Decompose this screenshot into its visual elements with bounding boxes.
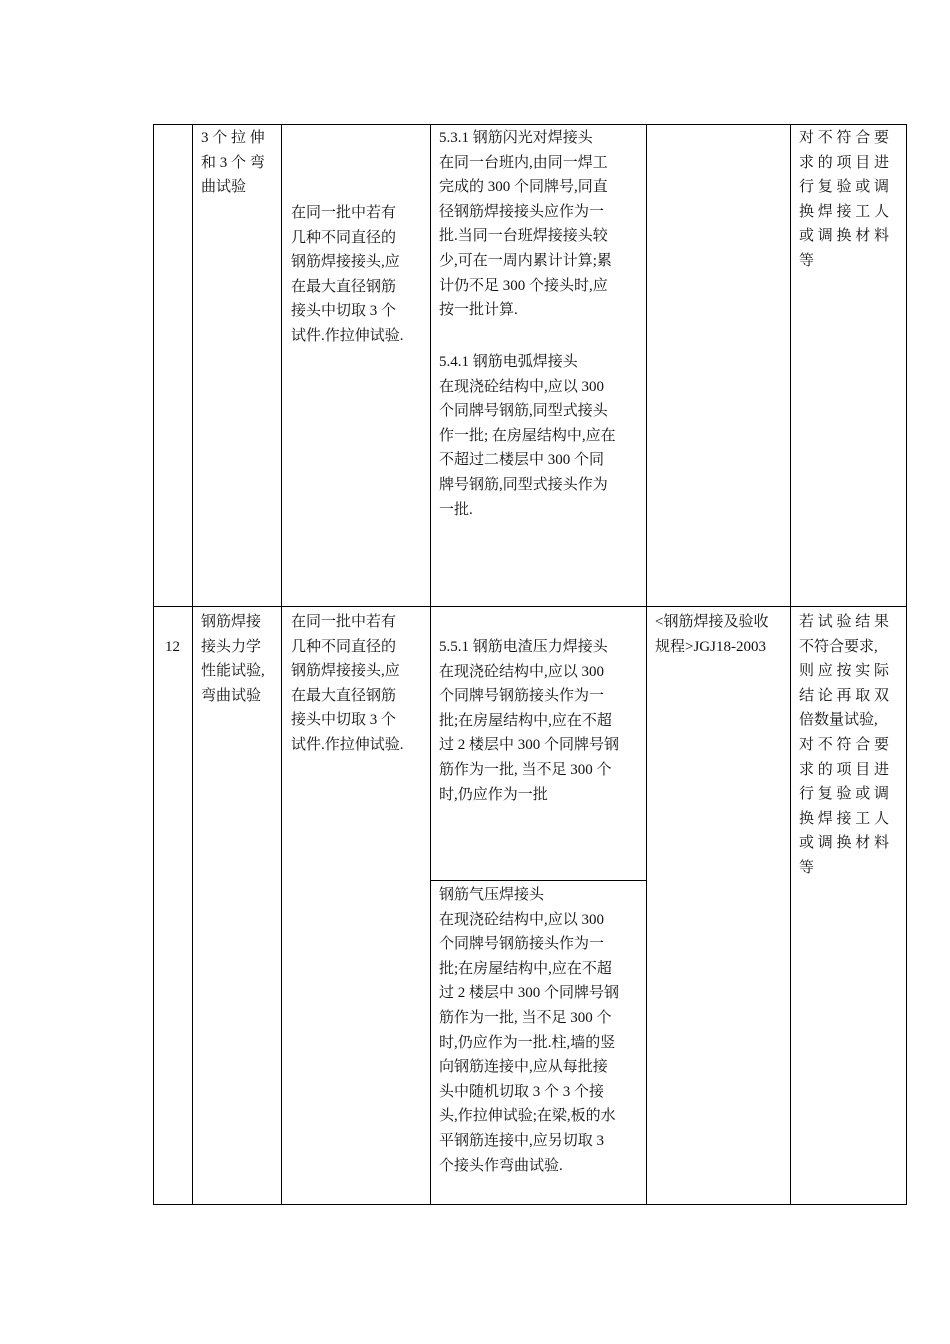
batch-line: 5.5.1 钢筋电渣压力焊接头	[439, 639, 608, 655]
sampling-line: 在最大直径钢筋	[291, 687, 397, 704]
sampling-line: 几种不同直径的	[291, 229, 397, 246]
batch-line: 在现浇砼结构中,应以 300	[439, 378, 605, 395]
col-border-6	[906, 124, 907, 1205]
sampling-line: 试件.作拉伸试验.	[291, 736, 404, 753]
batch-line: 头,作拉伸试验;在梁,板的水	[439, 1108, 616, 1125]
remark-line: 结 论 再 取 双	[799, 687, 890, 704]
batch-line: 时,仍应作为一批.柱,墙的竖	[439, 1034, 616, 1051]
batch-line: 筋作为一批, 当不足 300 个	[439, 761, 612, 778]
batch-rule-arc-weld	[439, 350, 639, 522]
remark-line: 行 复 验 或 调	[799, 786, 890, 803]
sampling-line: 钢筋焊接接头,应	[291, 663, 400, 680]
batch-line: 批.当同一台班焊接接头较	[439, 228, 608, 245]
batch-cell-divider	[430, 880, 646, 881]
remark-line: 若 试 验 结 果	[799, 614, 890, 630]
sampling-line: 试件.作拉伸试验.	[291, 327, 404, 344]
standard-cell	[655, 610, 785, 659]
batch-rule-electroslag	[439, 635, 639, 807]
batch-line: 5.4.1 钢筋电弧焊接头	[439, 354, 578, 370]
batch-line: 在同一台班内,由同一焊工	[439, 154, 608, 171]
batch-line: 一批.	[439, 501, 473, 518]
batch-rule-flash-butt	[439, 126, 639, 323]
sampling-cell	[291, 201, 422, 349]
batch-line: 批;在房屋结构中,应在不超	[439, 960, 612, 977]
remark-line: 或 调 换 材 料	[799, 228, 890, 245]
sampling-cell	[291, 610, 422, 758]
remark-line: 不符合要求,	[799, 638, 878, 655]
item-line: 3 个 拉 伸	[201, 130, 265, 146]
row-divider	[153, 606, 907, 607]
remark-line: 换 焊 接 工 人	[799, 203, 890, 220]
table-top-border	[153, 124, 907, 125]
batch-line: 径钢筋焊接接头应作为一	[439, 203, 605, 220]
item-line: 性能试验,	[201, 663, 265, 680]
sampling-line: 几种不同直径的	[291, 638, 397, 655]
remark-line: 等	[799, 252, 815, 269]
col-border-5	[790, 124, 791, 1205]
batch-line: 向钢筋连接中,应从每批接	[439, 1059, 608, 1076]
item-line: 和 3 个 弯	[201, 154, 265, 171]
batch-line: 5.3.1 钢筋闪光对焊接头	[439, 130, 593, 146]
sampling-line: 在最大直径钢筋	[291, 278, 397, 295]
item-cell	[201, 610, 275, 708]
batch-rule-gas-pressure	[439, 883, 639, 1178]
batch-line: 钢筋气压焊接头	[439, 887, 545, 903]
batch-line: 个同牌号钢筋接头作为一	[439, 688, 605, 705]
batch-line: 时,仍应作为一批	[439, 786, 548, 803]
batch-line: 完成的 300 个同牌号,同直	[439, 179, 608, 196]
col-border-4	[646, 124, 647, 1205]
remark-line: 求 的 项 目 进	[799, 154, 890, 171]
col-border-2	[281, 124, 282, 1205]
sampling-line: 钢筋焊接接头,应	[291, 254, 400, 271]
remark-line: 对 不 符 合 要	[799, 130, 890, 146]
remark-line: 则 应 按 实 际	[799, 663, 890, 680]
batch-line: 牌号钢筋,同型式接头作为	[439, 476, 608, 493]
batch-line: 平钢筋连接中,应另切取 3	[439, 1132, 605, 1149]
remark-cell	[799, 126, 899, 274]
batch-line: 作一批; 在房屋结构中,应在	[439, 427, 616, 444]
item-line: 弯曲试验	[201, 687, 262, 704]
col-border-3	[430, 124, 431, 1205]
sampling-line: 接头中切取 3 个	[291, 303, 397, 320]
batch-line: 少,可在一周内累计计算;累	[439, 252, 612, 269]
remark-cell	[799, 610, 899, 881]
col-border-1	[192, 124, 193, 1205]
batch-line: 个接头作弯曲试验.	[439, 1157, 563, 1174]
batch-line: 批;在房屋结构中,应在不超	[439, 712, 612, 729]
item-cell	[201, 126, 273, 200]
batch-line: 过 2 楼层中 300 个同牌号钢	[439, 985, 620, 1002]
batch-line: 个同牌号钢筋接头作为一	[439, 936, 605, 953]
standard-line: 规程>JGJ18-2003	[655, 638, 766, 655]
item-line: 接头力学	[201, 638, 262, 655]
batch-line: 不超过二楼层中 300 个同	[439, 452, 605, 469]
sampling-line: 接头中切取 3 个	[291, 712, 397, 729]
remark-line: 或 调 换 材 料	[799, 835, 890, 852]
batch-line: 按一批计算.	[439, 302, 518, 319]
table-bottom-border	[153, 1204, 907, 1205]
row-number: 12	[165, 639, 180, 655]
item-line: 钢筋焊接	[201, 614, 262, 630]
batch-line: 过 2 楼层中 300 个同牌号钢	[439, 737, 620, 754]
batch-line: 筋作为一批, 当不足 300 个	[439, 1009, 612, 1026]
remark-line: 换 焊 接 工 人	[799, 810, 890, 827]
remark-line: 等	[799, 859, 815, 876]
remark-line: 求 的 项 目 进	[799, 761, 890, 778]
item-line: 曲试验	[201, 179, 247, 196]
batch-line: 计仍不足 300 个接头时,应	[439, 277, 608, 294]
batch-line: 个同牌号钢筋,同型式接头	[439, 403, 608, 420]
sampling-line: 在同一批中若有	[291, 614, 397, 630]
batch-line: 头中随机切取 3 个 3 个接	[439, 1083, 605, 1100]
remark-line: 倍数量试验,	[799, 712, 878, 729]
batch-line: 在现浇砼结构中,应以 300	[439, 663, 605, 680]
col-border-0	[153, 124, 154, 1205]
standard-line: <钢筋焊接及验收	[655, 614, 769, 630]
remark-line: 对 不 符 合 要	[799, 736, 890, 753]
sampling-line: 在同一批中若有	[291, 205, 397, 221]
batch-line: 在现浇砼结构中,应以 300	[439, 911, 605, 928]
remark-line: 行 复 验 或 调	[799, 179, 890, 196]
